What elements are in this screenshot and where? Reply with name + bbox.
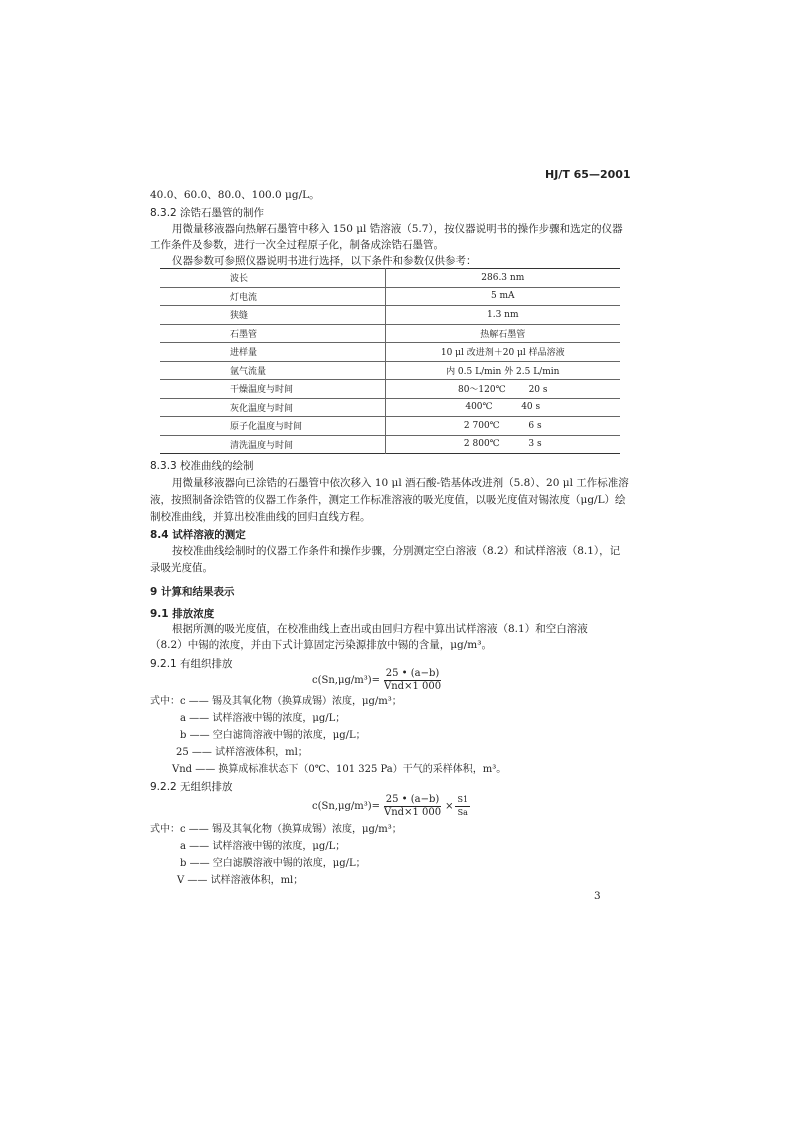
table-row	[160, 306, 620, 325]
param-label: 氩气流量	[160, 361, 385, 380]
param-label: 石墨管	[160, 324, 385, 343]
heading-8-3-3: 8.3.3 校准曲线的绘制	[150, 460, 254, 472]
table-row	[160, 435, 620, 454]
heading-8-3-2: 8.3.2 涂锆石墨管的制作	[150, 207, 265, 219]
param-label: 原子化温度与时间	[160, 417, 385, 436]
para-9-1-line2: （8.2）中锡的浓度，并由下式计算固定污染源排放中锡的含量，μg/m³。	[150, 639, 492, 651]
param-value: 热解石墨管	[385, 324, 620, 343]
def-b-2: b —— 空白滤膜溶液中锡的浓度，μg/L；	[180, 858, 366, 869]
param-label: 狭缝	[160, 306, 385, 325]
param-value: 80～120℃ 20 s	[385, 380, 620, 399]
para-8-3-2-line3: 仪器参数可参照仪器说明书进行选择，以下条件和参数仅供参考：	[172, 255, 477, 267]
param-value: 286.3 nm	[481, 272, 525, 283]
formula-fraction	[382, 794, 443, 819]
page-number: 3	[594, 890, 601, 902]
instrument-params-table	[160, 268, 620, 454]
param-value: 1.3 nm	[385, 306, 620, 325]
para-8-3-3-line1: 用微量移液器向已涂锆的石墨管中依次移入 10 μl 酒石酸-锆基体改进剂（5.8）、20 μl 工作标准溶	[172, 477, 629, 489]
table-row	[160, 380, 620, 399]
def-a-1: a —— 试样溶液中锡的浓度，μg/L；	[180, 713, 346, 724]
ratio-denominator: Sa	[457, 808, 468, 817]
formula-numerator: 25 • (a−b)	[385, 794, 440, 805]
def-c-1: 式中：c —— 锡及其氧化物（换算成锡）浓度，μg/m³；	[150, 696, 402, 707]
para-8-4-line2: 录吸光度值。	[150, 562, 213, 574]
param-value: 400℃ 40 s	[385, 398, 620, 417]
table-row	[160, 417, 620, 436]
para-8-4-line1: 按校准曲线绘制时的仪器工作条件和操作步骤，分别测定空白溶液（8.2）和试样溶液（8.1），记	[172, 545, 621, 557]
formula-ratio	[455, 794, 470, 819]
table-row	[160, 269, 620, 288]
formula-denominator: Vnd×1 000	[384, 807, 442, 818]
heading-8-4: 8.4 试样溶液的测定	[150, 529, 246, 541]
param-value: 10 μl 改进剂＋20 μl 样品溶液	[385, 343, 620, 362]
formula-unorganized-emission	[312, 794, 472, 819]
def-a-2: a —— 试样溶液中锡的浓度，μg/L；	[180, 841, 346, 852]
def-25: 25 —— 试样溶液体积，ml；	[176, 747, 308, 758]
heading-9-2-1: 9.2.1 有组织排放	[150, 658, 233, 670]
table-row	[160, 361, 620, 380]
formula-times: ×	[445, 801, 454, 812]
param-label: 波长	[160, 269, 385, 288]
table-row	[160, 343, 620, 362]
top-line: 40.0、60.0、80.0、100.0 μg/L。	[150, 189, 320, 201]
param-value: 5 mA	[385, 287, 620, 306]
param-label: 干燥温度与时间	[160, 380, 385, 399]
param-label: 灰化温度与时间	[160, 398, 385, 417]
formula-lhs: c(Sn,μg/m³)=	[312, 675, 381, 686]
def-b-1: b —— 空白滤筒溶液中锡的浓度，μg/L；	[180, 730, 366, 741]
param-value: 2 700℃ 6 s	[385, 417, 620, 436]
param-value: 内 0.5 L/min 外 2.5 L/min	[385, 361, 620, 380]
formula-denominator: Vnd×1 000	[384, 681, 442, 692]
formula-fraction	[382, 668, 443, 693]
table-row	[160, 324, 620, 343]
formula-organized-emission	[312, 668, 445, 693]
formula-numerator: 25 • (a−b)	[385, 668, 440, 679]
para-9-1-line1: 根据所测的吸光度值，在校准曲线上查出或由回归方程中算出试样溶液（8.1）和空白溶液	[172, 623, 588, 635]
para-8-3-2-line2: 工作条件及参数，进行一次全过程原子化，制备成涂锆石墨管。	[150, 239, 444, 251]
table-row	[160, 398, 620, 417]
heading-9-1: 9.1 排放浓度	[150, 608, 215, 620]
standard-code: HJ/T 65—2001	[545, 168, 631, 181]
para-8-3-3-line2: 液，按照制备涂锆管的仪器工作条件，测定工作标准溶液的吸光度值，以吸光度值对锡浓度（μg/L）绘	[150, 494, 626, 506]
param-label: 进样量	[160, 343, 385, 362]
param-label: 灯电流	[160, 287, 385, 306]
def-c-2: 式中：c —— 锡及其氧化物（换算成锡）浓度，μg/m³；	[150, 824, 402, 835]
def-v: V —— 试样溶液体积，ml；	[177, 875, 304, 886]
heading-9-2-2: 9.2.2 无组织排放	[150, 781, 233, 793]
heading-9: 9 计算和结果表示	[150, 586, 235, 598]
formula-lhs: c(Sn,μg/m³)=	[312, 801, 381, 812]
table-row	[160, 287, 620, 306]
param-label: 清洗温度与时间	[160, 435, 385, 454]
para-8-3-2-line1: 用微量移液器向热解石墨管中移入 150 μl 锆溶液（5.7），按仪器说明书的操作步骤和选定的仪器	[172, 223, 623, 235]
param-value: 2 800℃ 3 s	[385, 435, 620, 454]
ratio-numerator: S1	[455, 794, 470, 807]
def-vnd: Vnd —— 换算成标准状态下（0℃、101 325 Pa）干气的采样体积，m³。	[172, 764, 507, 775]
para-8-3-3-line3: 制校准曲线，并算出校准曲线的回归直线方程。	[150, 511, 371, 523]
